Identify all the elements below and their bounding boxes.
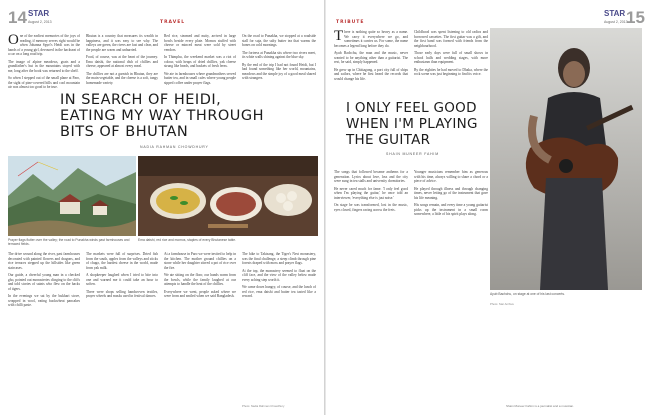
photo-credit: Photo: Nadia Rahman Chowdhury bbox=[242, 404, 285, 408]
paragraph: The chillies are not a garnish in Bhutan, they are the main vegetable, and the cheese is a soft, tangy homemade variety. bbox=[86, 71, 158, 85]
paragraph: He grew up in Chittagong, a port city full of ships and sailors, where he first heard the records that would change his life. bbox=[334, 67, 408, 81]
headline-line: EATING MY WAY THROUGH bbox=[60, 108, 265, 124]
article-column-1 bbox=[8, 34, 80, 93]
pull-quote-line: I ONLY FEEL GOOD bbox=[346, 100, 477, 116]
food-photo bbox=[138, 156, 318, 236]
brand-name: STAR bbox=[604, 9, 626, 18]
paragraph: On stage he was transformed, lost in the music, eyes closed, fingers racing across the frets. bbox=[334, 203, 408, 212]
paragraph: The hike to Taktsang, the Tiger's Nest monastery, was the final challenge, a steep climb through pine forests draped with moss and prayer flags. bbox=[242, 252, 316, 266]
paragraph: We ate in farmhouses where grandmothers served butter tea, and in small cafes where young people sipped coffee under prayer flags. bbox=[164, 71, 236, 85]
section-label: TRIBUTE bbox=[336, 20, 365, 25]
article-column-8 bbox=[242, 252, 316, 302]
pull-quote-line: WHEN I'M PLAYING bbox=[346, 116, 478, 132]
paragraph: We came down hungry, of course, and the lunch of red rice, ema datshi and butter tea tasted like a reward. bbox=[242, 285, 316, 299]
paragraph: ne of the earliest memories of the joys of reading, if memory serves right would be when Johanna Spyri's Heidi was in the hands of a young girl, devoured in the backseat of a car on a long road trip. bbox=[8, 34, 80, 57]
article-column-5 bbox=[8, 252, 80, 311]
paragraph: A shopkeeper laughed when I tried to bite into one and warned me it could take an hour to soften. bbox=[86, 273, 158, 287]
paragraph: Childhood was spent listening to old radios and borrowed cassettes. The first guitar was a gift, and the first band was formed with friends from the neighbourhood. bbox=[414, 30, 488, 48]
article-headline bbox=[60, 92, 310, 140]
article-column-3 bbox=[334, 170, 408, 215]
paragraph: He never cared much for fame. 'I only feel good when I'm playing the guitar,' he once told an interviewer, 'everything else is just noise.' bbox=[334, 186, 408, 200]
page-number: 15 bbox=[626, 8, 645, 27]
paragraph: So when I stepped out of the small plane at Paro, the sight of pine-covered hills and cool mountain air was almost too good to be true. bbox=[8, 76, 80, 90]
paragraph: By the end of the trip I had not found Heidi, but I had found something like her world, mountains, meadows and the simple joy of a good meal shared with strangers. bbox=[242, 62, 316, 81]
paragraph: In the evenings we sat by the bukhari stove, wrapped in wool, eating buckwheat pancakes with chilli paste. bbox=[8, 294, 80, 308]
paragraph: The markets were full of surprises. Dried fish from the south, apples from the valleys and sticks of chugo, the hardest cheese in the world, made from yak milk. bbox=[86, 252, 158, 270]
article-column-7 bbox=[164, 252, 236, 302]
paragraph: Bhutan is a country that measures its wealth in happiness, and it was easy to see why. The valleys are green, the rivers are fast and clear, and the people are warm and unhurried. bbox=[86, 34, 158, 52]
paragraph: The fortress at Punakha sits where two rivers meet, its white walls shining against the blue sky. bbox=[242, 50, 316, 60]
headline-line: IN SEARCH OF HEIDI, bbox=[60, 92, 222, 108]
article-column-1 bbox=[334, 30, 408, 84]
paragraph: At the top, the monastery seemed to float on the cliff face, and the view of the valley below made every aching step worth it. bbox=[242, 268, 316, 282]
article-column-4 bbox=[414, 170, 488, 220]
byline: NADIA RAHMAN CHOWDHURY bbox=[140, 145, 209, 149]
photo-caption: Prayer flags flutter over the valley; the road to Punakha winds past farmhouses and terraced fields. bbox=[8, 238, 130, 247]
photo-caption: Ema datshi, red rice and momos, staples of every Bhutanese table. bbox=[138, 238, 237, 242]
article-column-6 bbox=[86, 252, 158, 302]
paragraph: We ate sitting on the floor, our hands warm from the bowls, while the family laughed at our attempts to handle the heat of the chillies. bbox=[164, 273, 236, 287]
author-note: Shain Muneer Fahim is a journalist and a musician. bbox=[506, 404, 575, 408]
publication-brand bbox=[28, 10, 52, 26]
article-column-4 bbox=[242, 34, 316, 84]
paragraph: In Thimphu, the weekend market was a riot of colour, with heaps of dried chillies, yak cheese strung like beads, and baskets of fresh ferns. bbox=[164, 55, 236, 69]
paragraph: here is nothing quite so heavy as a name. We carry it everywhere we go, and sometimes it carries us. For some, the name becomes a legend long before they do. bbox=[334, 30, 408, 48]
byline: SHAIN MUNEER FAHIM bbox=[386, 152, 439, 156]
paragraph: There were shops selling handwoven textiles, prayer wheels and masks used in festival dances. bbox=[86, 289, 158, 299]
article-column-2 bbox=[86, 34, 158, 88]
left-page bbox=[0, 0, 324, 415]
paragraph: By the eighties he had moved to Dhaka, where the rock scene was just beginning to find its voice. bbox=[414, 67, 488, 77]
page-number: 14 bbox=[8, 8, 27, 27]
brand-name: STAR bbox=[28, 9, 50, 18]
photo-caption: Ayub Bachchu, on stage at one of his last concerts. bbox=[490, 292, 565, 296]
valley-photo bbox=[8, 156, 136, 236]
paragraph: On the road to Punakha, we stopped at a roadside stall for suja, the salty butter tea that warms the bones on cold mornings. bbox=[242, 34, 316, 48]
publication-brand bbox=[604, 10, 628, 26]
headline-line: BITS OF BHUTAN bbox=[60, 124, 189, 140]
photo-credit: Photo: Star Archive bbox=[490, 302, 514, 306]
right-page bbox=[326, 0, 650, 415]
paragraph: Our guide, a cheerful young man in a checked gho, pointed out monasteries clinging to the cliffs and told stories of saints who flew on the backs of tigers. bbox=[8, 273, 80, 291]
paragraph: The drive wound along the river, past farmhouses decorated with painted flowers and dragons, and rice terraces stepped up the hillsides like green staircases. bbox=[8, 252, 80, 270]
paragraph: At a farmhouse in Paro we were invited to help in the kitchen. The mother ground chillies on a stone while her daughter stirred a pot of rice over the fire. bbox=[164, 252, 236, 270]
paragraph: The songs that followed became anthems for a generation. Lyrics about love, loss and the city were sung in tea stalls and university dormitories. bbox=[334, 170, 408, 184]
paragraph: Food, of course, was at the heart of the journey. Ema datshi, the national dish of chillies and cheese, appeared at almost every meal. bbox=[86, 55, 158, 69]
article-column-3 bbox=[164, 34, 236, 88]
drop-cap: O bbox=[8, 32, 19, 48]
drop-cap: T bbox=[334, 28, 344, 44]
section-label: TRAVEL bbox=[160, 20, 186, 25]
issue-date: August 2, 2013 bbox=[28, 20, 52, 24]
article-column-2 bbox=[414, 30, 488, 80]
paragraph: His songs remain, and every time a young guitarist picks up the instrument in a small room somewhere, a little of his spirit plays along. bbox=[414, 203, 488, 217]
paragraph: The image of alpine meadows, goats and a grandfather's hut in the mountains stayed with me, long after the book was returned to the shelf. bbox=[8, 59, 80, 73]
pull-quote bbox=[346, 100, 506, 148]
paragraph: Ayub Bachchu, the man and the music, never wanted to be anything other than a guitarist. The rest, he said, simply happened. bbox=[334, 51, 408, 65]
paragraph: Those early days were full of small shows in school halls and wedding stages, with more enthusiasm than equipment. bbox=[414, 51, 488, 65]
paragraph: Everywhere we went, people asked where we were from and smiled when we said Bangladesh. bbox=[164, 289, 236, 299]
paragraph: He played through illness and through changing times, never letting go of the instrument that gave his life meaning. bbox=[414, 186, 488, 200]
paragraph: Red rice, steamed and nutty, arrived in large bowls beside every plate. Momos stuffed with cheese or minced meat were sold by street vendors. bbox=[164, 34, 236, 52]
pull-quote-line: THE GUITAR bbox=[346, 132, 431, 148]
guitarist-photo bbox=[490, 28, 642, 290]
paragraph: Younger musicians remember him as generous with his time, always willing to share a chord or a piece of advice. bbox=[414, 170, 488, 184]
issue-date: August 2, 2013 bbox=[604, 20, 628, 24]
